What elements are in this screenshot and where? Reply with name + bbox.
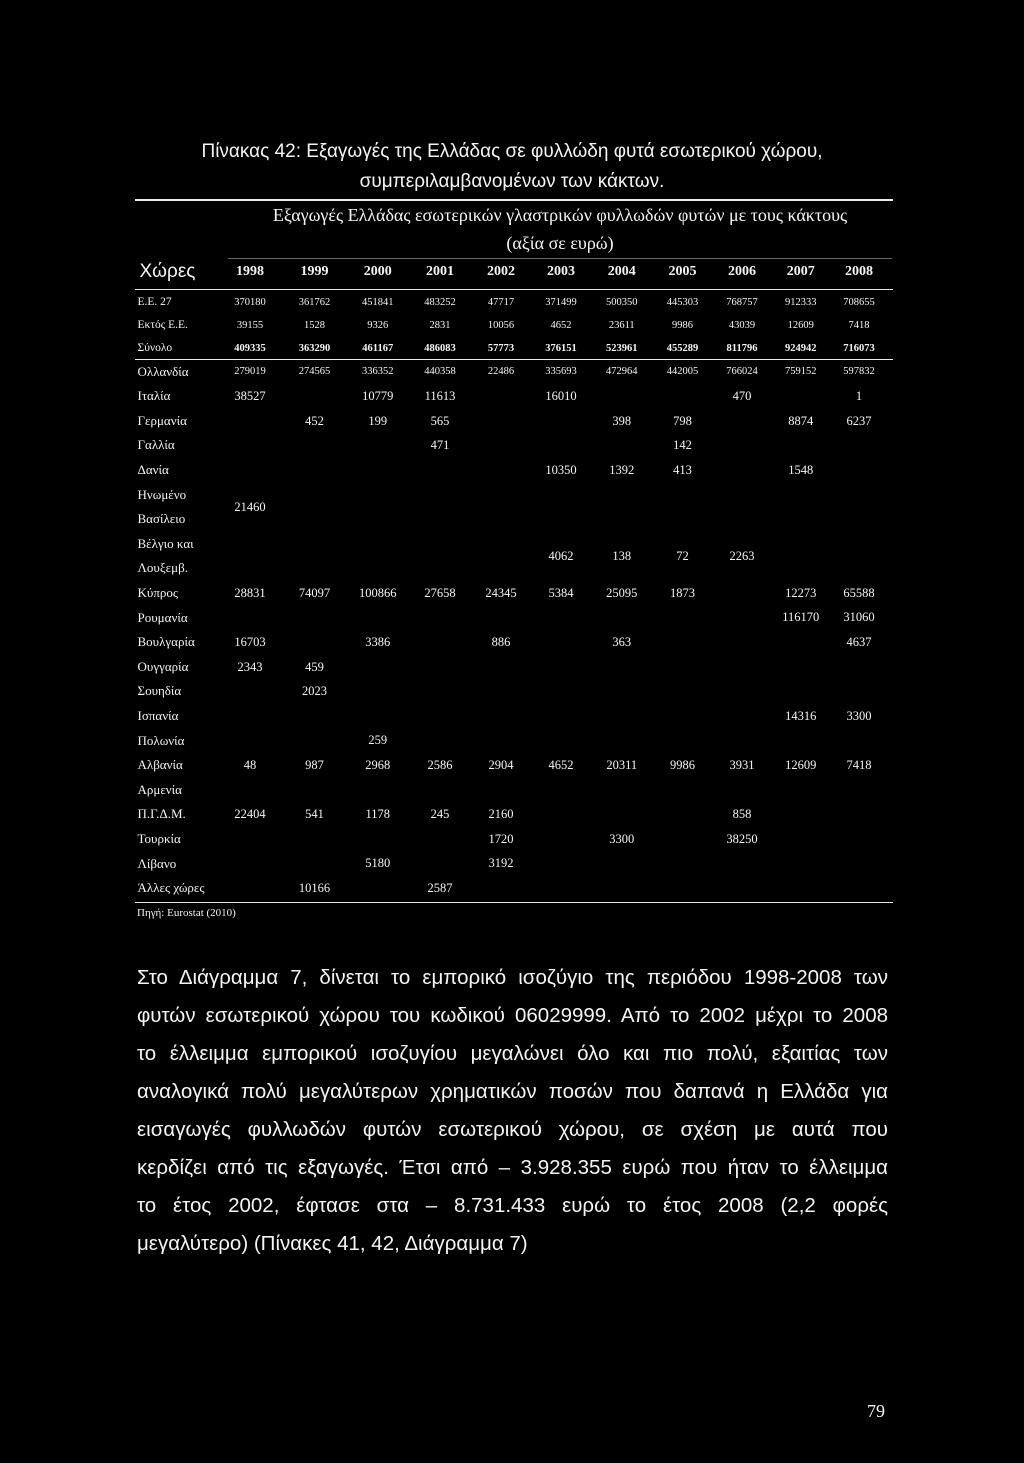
table-cell: 100866 [359,585,397,600]
table-cell: 2586 [427,757,453,772]
table-cell: 2343 [237,659,263,674]
year-header: 2001 [426,264,454,279]
table-cell: 245 [430,807,450,822]
row-country-label: Ολλανδία [137,363,189,379]
table-cell: 3300 [846,708,872,723]
table-cell: 472964 [606,366,638,378]
table-cell: 9326 [367,319,389,331]
table-header-row [136,260,889,284]
table-cell: 5384 [548,585,574,600]
table-row [136,729,889,754]
table-cell: 57773 [487,342,515,354]
table-cell: 886 [491,635,511,650]
table-cell: 335693 [545,366,577,378]
table-row [136,679,889,704]
table-cell: 798 [673,413,692,428]
year-header: 2008 [845,264,873,279]
paragraph-line: φυτών εσωτερικού χώρου του κωδικού 06029999. Από το 2002 μέχρι το 2008 [137,1004,888,1027]
table-cell: 461167 [362,342,394,354]
table-cell: 376151 [545,342,577,354]
row-country-label: Κύπρος [137,585,179,601]
table-cell: 25095 [606,585,638,600]
table-row [136,291,889,314]
row-country-label: Αλβανία [137,757,183,773]
table-cell: 451841 [362,296,394,308]
table-cell: 279019 [234,366,266,378]
table-row [136,458,889,483]
table-cell: 716073 [843,342,875,354]
table-cell: 10779 [362,389,394,404]
table-cell: 363 [612,635,632,650]
table-cell: 4062 [548,548,574,563]
table-caption-line-2: συμπεριλαμβανομένων των κάκτων. [359,171,665,192]
table-cell: 2587 [427,880,453,895]
table-subtitle: Εξαγωγές Ελλάδας εσωτερικών γλαστρικών φυλλωδών φυτών με τους κάκτους [272,205,848,225]
table-cell: 10056 [487,319,515,331]
table-cell: 3386 [365,635,391,650]
horizontal-rule [228,258,892,259]
table-cell: 38250 [726,831,758,846]
table-cell: 47717 [487,296,515,308]
table-row [136,581,889,606]
table-cell: 987 [305,757,324,772]
row-country-label: Σουηδία [137,683,182,699]
table-cell: 1178 [365,807,391,822]
table-cell: 483252 [424,296,456,308]
table-cell: 2160 [488,807,514,822]
table-cell: 14316 [785,708,817,723]
table-cell: 12609 [787,319,814,331]
table-cell: 486083 [424,342,456,354]
table-cell: 459 [305,659,324,674]
table-cell: 11613 [424,389,456,404]
table-cell: 22486 [487,366,515,378]
table-row [136,704,889,729]
table-cell: 6237 [846,413,872,428]
table-cell: 28831 [234,585,266,600]
table-cell: 8874 [788,413,814,428]
year-header: 2000 [363,264,392,279]
year-header: 1999 [300,264,329,279]
table-row [136,483,889,532]
table-cell: 924942 [785,342,817,354]
table-cell: 2023 [302,684,327,699]
table-cell: 413 [673,462,692,477]
table-cell: 7418 [846,757,872,772]
table-cell: 27658 [424,585,456,600]
table-cell: 440358 [424,366,456,378]
table-cell: 43039 [728,319,756,331]
row-country-label: Τουρκία [137,830,181,846]
table-country-rows [136,360,889,901]
row-country-label: Βουλγαρία [137,634,195,650]
table-cell: 65588 [843,585,875,600]
year-header: 2006 [728,264,756,279]
table-cell: 7418 [848,319,870,331]
table-cell: 4652 [550,319,572,331]
row-country-label: Π.Γ.Δ.Μ. [137,806,186,822]
table-cell: 455289 [666,342,699,354]
year-header: 2005 [668,264,697,279]
table-row [136,827,889,852]
year-header: 2004 [607,264,636,279]
table-cell: 116170 [782,610,820,625]
table-subtitle-block [228,201,892,257]
table-cell: 12609 [785,757,817,772]
table-cell: 10350 [545,462,577,477]
table-cell: 22404 [234,807,266,822]
table-cell: 142 [673,438,692,453]
row-country-label: Βέλγιο και Λουξεμβ. [137,535,194,576]
row-country-label: Πολωνία [137,732,185,748]
table-cell: 199 [368,413,388,428]
table-cell: 445303 [666,296,699,308]
table-row [136,314,889,337]
table-row [136,337,889,360]
row-country-label: Γερμανία [137,412,187,428]
paragraph-line: μεγαλύτερο) (Πίνακες 41, 42, Διάγραμμα 7) [137,1232,528,1255]
table-cell: 500350 [606,296,638,308]
row-country-label: Ηνωμένο Βασίλειο [137,486,187,527]
table-row [136,409,889,434]
table-cell: 3931 [729,757,755,772]
table-cell: 597832 [843,366,875,378]
table-summary-rows [136,291,889,360]
table-row [136,606,889,631]
table-cell: 72 [676,548,689,563]
table-cell: 2831 [429,319,451,331]
body-paragraph [137,959,888,1263]
table-cell: 9986 [672,319,693,331]
table-cell: 21460 [234,499,266,514]
table-cell: 452 [305,413,324,428]
countries-column-header: Χώρες [139,261,196,282]
table-cell: 31060 [843,610,875,625]
table-cell: 16703 [234,635,266,650]
row-country-label: Ε.Ε. 27 [137,295,172,308]
table-row [136,360,889,385]
table-cell: 371499 [545,296,577,308]
table-cell: 1528 [304,319,325,331]
table-row [136,852,889,877]
year-header: 2007 [786,264,815,279]
table-cell: 4637 [846,635,872,650]
table-cell: 409335 [234,342,266,354]
table-cell: 398 [612,413,632,428]
table-cell: 9986 [670,757,695,772]
row-country-label: Ισπανία [137,708,179,723]
table-cell: 1720 [488,831,514,846]
table-cell: 471 [430,438,450,453]
paragraph-line: το έτος 2002, έφτασε στα – 8.731.433 ευρώ το έτος 2008 (2,2 φορές [137,1194,888,1217]
table-cell: 24345 [485,585,517,600]
table-cell: 811796 [726,342,758,354]
table-cell: 1 [855,389,863,404]
row-country-label: Ιταλία [137,388,171,404]
table-cell: 1873 [670,585,695,600]
paragraph-line: αναλογικά πολύ μεγαλύτερων χρηματικών ποσών που δαπανά η Ελλάδα για [137,1080,888,1103]
table-cell: 361762 [298,296,331,308]
row-country-label: Ουγγαρία [137,658,189,674]
table-row [136,433,889,458]
table-cell: 48 [243,757,257,772]
paragraph-line: το έλλειμμα εμπορικού ισοζυγίου μεγαλώνει όλο και πιο πολύ, εξαιτίας των [137,1042,888,1065]
year-header: 1998 [236,264,264,279]
table-row [136,876,889,901]
table-cell: 138 [612,548,632,563]
table-cell: 708655 [843,296,875,308]
table-row [136,778,889,803]
table-cell: 3300 [609,831,635,846]
table-cell: 768757 [726,296,758,308]
paragraph-line: εισαγωγές φυλλωδών φυτών εσωτερικού χώρου, σε σχέση με αυτά που [137,1118,888,1141]
table-cell: 4652 [548,757,574,772]
year-header: 2002 [487,264,515,279]
table-row [136,384,889,409]
table-cell: 370180 [234,296,266,308]
table-unit-note: (αξία σε ευρώ) [506,233,614,253]
table-cell: 336352 [362,366,394,378]
table-caption-line-1: Πίνακας 42: Εξαγωγές της Ελλάδας σε φυλλώδη φυτά εσωτερικού χώρου, [201,141,823,162]
table-cell: 274565 [298,366,331,378]
table-cell: 23611 [608,319,635,331]
table-cell: 1548 [788,462,814,477]
row-country-label: Γαλλία [137,437,175,453]
table-row [136,802,889,827]
page-number: 79 [867,1401,885,1421]
row-country-label: Λίβανο [137,855,177,871]
row-country-label: Σύνολο [137,341,173,354]
table-cell: 565 [430,413,450,428]
row-country-label: Άλλες χώρες [137,880,205,896]
table-cell: 766024 [726,366,758,378]
table-row [136,655,889,680]
table-cell: 2904 [488,757,514,772]
table-cell: 39155 [236,319,264,331]
table-cell: 1392 [609,462,635,477]
table-cell: 3192 [488,856,514,871]
table-cell: 12273 [785,585,817,600]
table-cell: 912333 [785,296,817,308]
row-country-label: Αρμενία [137,781,182,797]
table-cell: 442005 [666,366,699,378]
table-cell: 5180 [365,856,391,871]
year-header: 2003 [547,264,575,279]
paragraph-line: κερδίζει από τις εξαγωγές. Έτσι από – 3.928.355 ευρώ που ήταν το έλλειμμα [137,1156,888,1179]
table-cell: 2968 [365,757,391,772]
row-country-label: Εκτός Ε.Ε. [137,318,188,331]
table-cell: 470 [732,389,752,404]
table-cell: 74097 [298,585,331,600]
table-cell: 2263 [729,548,755,563]
table-cell: 16010 [545,389,577,404]
row-country-label: Δανία [137,462,169,478]
table-cell: 20311 [606,757,638,772]
table-cell: 858 [732,807,752,822]
paragraph-line: Στο Διάγραμμα 7, δίνεται το εμπορικό ισοζύγιο της περιόδου 1998-2008 των [137,966,888,989]
horizontal-rule [135,902,893,903]
table-source: Πηγή: Eurostat (2010) [137,907,236,919]
table-cell: 259 [368,733,388,748]
table-cell: 10166 [298,880,331,895]
table-row [136,753,889,778]
table-cell: 363290 [298,342,331,354]
table-row [136,532,889,581]
table-cell: 541 [305,807,324,822]
table-cell: 523961 [606,342,638,354]
table-row [136,630,889,655]
table-cell: 38527 [234,389,266,404]
row-country-label: Ρουμανία [137,609,188,625]
table-caption [0,137,1024,197]
table-cell: 759152 [785,366,817,378]
